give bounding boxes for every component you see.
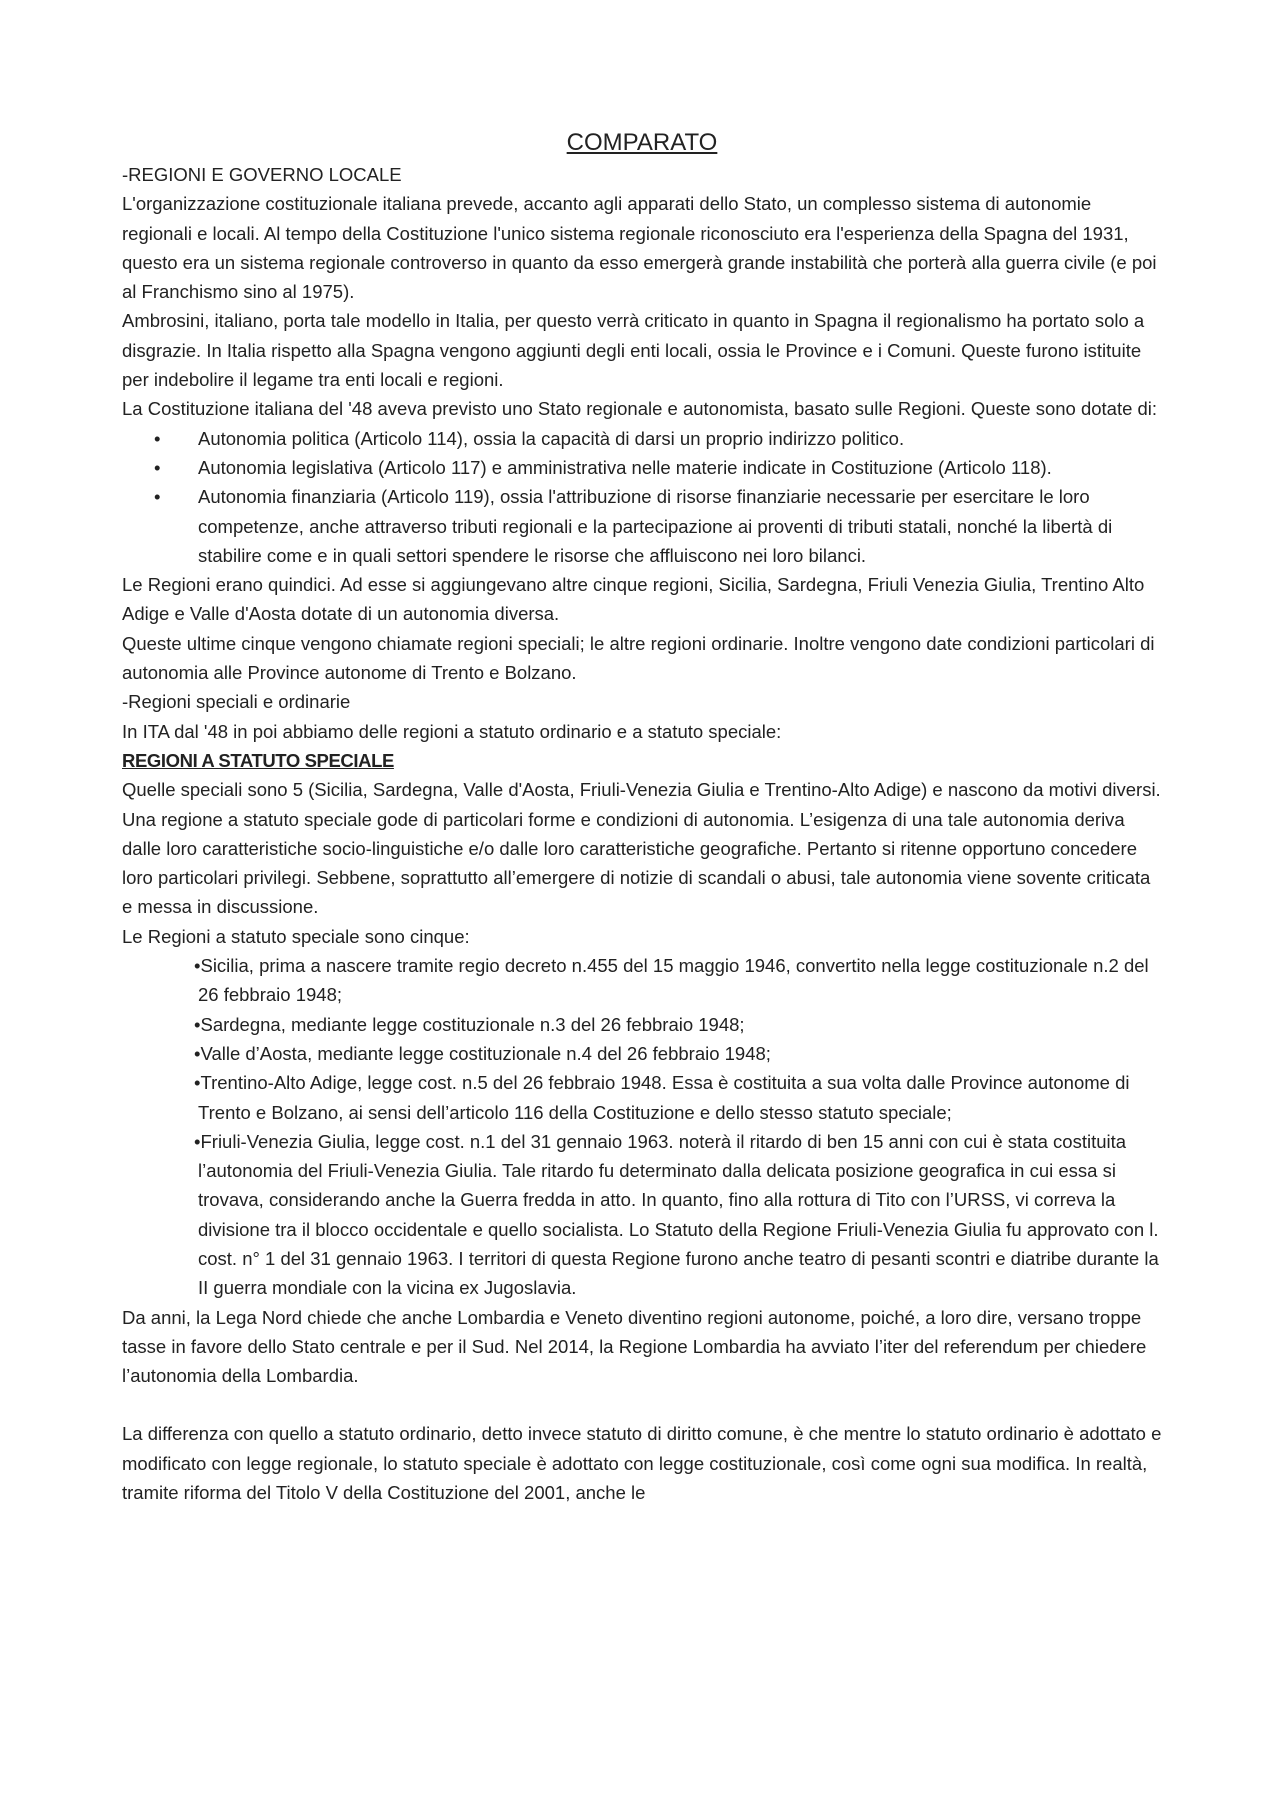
paragraph-regioni-speciali: Queste ultime cinque vengono chiamate regioni speciali; le altre regioni ordinarie. Inoltre vengono date condizioni particolari di autonomia alle Province autonome di Trento e Bolzano. <box>122 632 1155 684</box>
list-item <box>154 424 1162 453</box>
paragraph-differenza-statuto: La differenza con quello a statuto ordinario, detto invece statuto di diritto comune, è che mentre lo statuto ordinario è adottato e modificato con legge regionale, lo statuto speciale è adottato con legge costituzionale, così come ogni sua modifica. In realtà, tramite riforma del Titolo V della Costituzione del 2001, anche le <box>122 1423 1162 1504</box>
list-item: •Sardegna, mediante legge costituzionale n.3 del 26 febbraio 1948; <box>194 1013 745 1035</box>
paragraph-cinque-regioni: Le Regioni a statuto speciale sono cinque: <box>122 925 470 947</box>
paragraph-lega-nord: Da anni, la Lega Nord chiede che anche Lombardia e Veneto diventino regioni autonome, poiché, a loro dire, versano troppe tasse in favore dello Stato centrale e per il Sud. Nel 2014, la Regione Lombardia ha avviato l’iter del referendum per chiedere l’autonomia della Lombardia. <box>122 1306 1147 1387</box>
paragraph-regioni-quindici: Le Regioni erano quindici. Ad esse si aggiungevano altre cinque regioni, Sicilia, Sardegna, Friuli Venezia Giulia, Trentino Alto Adige e Valle d'Aosta dotate di un autonomia diversa. <box>122 574 1145 625</box>
paragraph-ita-48: In ITA dal '48 in poi abbiamo delle regioni a statuto ordinario e a statuto speciale: <box>122 720 782 742</box>
paragraph-ambrosini: Ambrosini, italiano, porta tale modello in Italia, per questo verrà criticato in quanto in Spagna il regionalismo ha portato solo a disgrazie. In Italia rispetto alla Spagna vengono aggiunti degli enti locali, ossia le Province e i Comuni. Queste furono istituite per indebolire il legame tra enti locali e regioni. <box>122 310 1145 391</box>
section-heading-regioni-speciali-ordinarie: -Regioni speciali e ordinarie <box>122 691 351 713</box>
section-heading-regioni-governo-locale: -REGIONI E GOVERNO LOCALE <box>122 164 402 185</box>
paragraph-spacer <box>122 1390 1162 1419</box>
document-page <box>122 118 1162 1507</box>
bullet-icon: • <box>154 456 161 478</box>
list-item <box>154 453 1162 482</box>
paragraph-quelle-speciali: Quelle speciali sono 5 (Sicilia, Sardegna, Valle d'Aosta, Friuli-Venezia Giulia e Trentino-Alto Adige) e nascono da motivi diversi. Una regione a statuto speciale gode di particolari forme e condizioni di autonomia. L’esigenza di una tale autonomia deriva dalle loro caratteristiche socio-linguistiche e/o dalle loro caratteristiche geografiche. Pertanto si ritenne opportuno concedere loro particolari privilegi. Sebbene, soprattutto all’emergere di notizie di scandali o abusi, tale autonomia viene sovente criticata e messa in discussione. <box>122 779 1161 918</box>
list-item: •Valle d’Aosta, mediante legge costituzionale n.4 del 26 febbraio 1948; <box>194 1042 771 1064</box>
paragraph-costituzione-48: La Costituzione italiana del '48 aveva previsto uno Stato regionale e autonomista, basato sulle Regioni. Queste sono dotate di: <box>122 398 1158 420</box>
list-item: •Trentino-Alto Adige, legge cost. n.5 del 26 febbraio 1948. Essa è costituita a sua volta dalle Province autonome di Trento e Bolzano, ai sensi dell’articolo 116 della Costituzione e dello stesso statuto speciale; <box>194 1072 1130 1123</box>
bullet-icon: • <box>154 486 161 508</box>
list-item-text: Autonomia finanziaria (Articolo 119), ossia l'attribuzione di risorse finanziarie necessarie per esercitare le loro competenze, anche attraverso tributi regionali e la partecipazione ai proventi di tributi statali, nonché la libertà di stabilire come e in quali settori spendere le risorse che affluiscono nei loro bilanci. <box>198 486 1113 566</box>
paragraph-organizzazione: L'organizzazione costituzionale italiana prevede, accanto agli apparati dello Stato, un complesso sistema di autonomie regionali e locali. Al tempo della Costituzione l'unico sistema regionale riconosciuto era l'esperienza della Spagna del 1931, questo era un sistema regionale controverso in quanto da esso emergerà grande instabilità che porterà alla guerra civile (e poi al Franchismo sino al 1975). <box>122 193 1157 303</box>
list-item: •Friuli-Venezia Giulia, legge cost. n.1 del 31 gennaio 1963. noterà il ritardo di ben 15 anni con cui è stata costituita l’autonomia del Friuli-Venezia Giulia. Tale ritardo fu determinato dalla delicata posizione geografica in cui essa si trovava, considerando anche la Guerra fredda in atto. In quanto, fino alla rottura di Tito con l’URSS, vi correva la divisione tra il blocco occidentale e quello socialista. Lo Statuto della Regione Friuli-Venezia Giulia fu approvato con l. cost. n° 1 del 31 gennaio 1963. I territori di questa Regione furono anche teatro di pesanti scontri e diatribe durante la II guerra mondiale con la vicina ex Jugoslavia. <box>194 1130 1159 1299</box>
list-item-text: Autonomia politica (Articolo 114), ossia la capacità di darsi un proprio indirizzo politico. <box>198 427 905 449</box>
list-item: •Sicilia, prima a nascere tramite regio decreto n.455 del 15 maggio 1946, convertito nella legge costituzionale n.2 del 26 febbraio 1948; <box>194 955 1149 1006</box>
bullet-icon: • <box>154 427 161 449</box>
autonomy-bullet-list <box>122 424 1162 570</box>
document-title: COMPARATO <box>566 129 718 156</box>
special-regions-list <box>122 951 1162 1303</box>
list-item-text: Autonomia legislativa (Articolo 117) e amministrativa nelle materie indicate in Costituzione (Articolo 118). <box>198 456 1052 478</box>
list-item <box>154 482 1162 570</box>
section-heading-statuto-speciale: REGIONI A STATUTO SPECIALE <box>122 749 394 771</box>
